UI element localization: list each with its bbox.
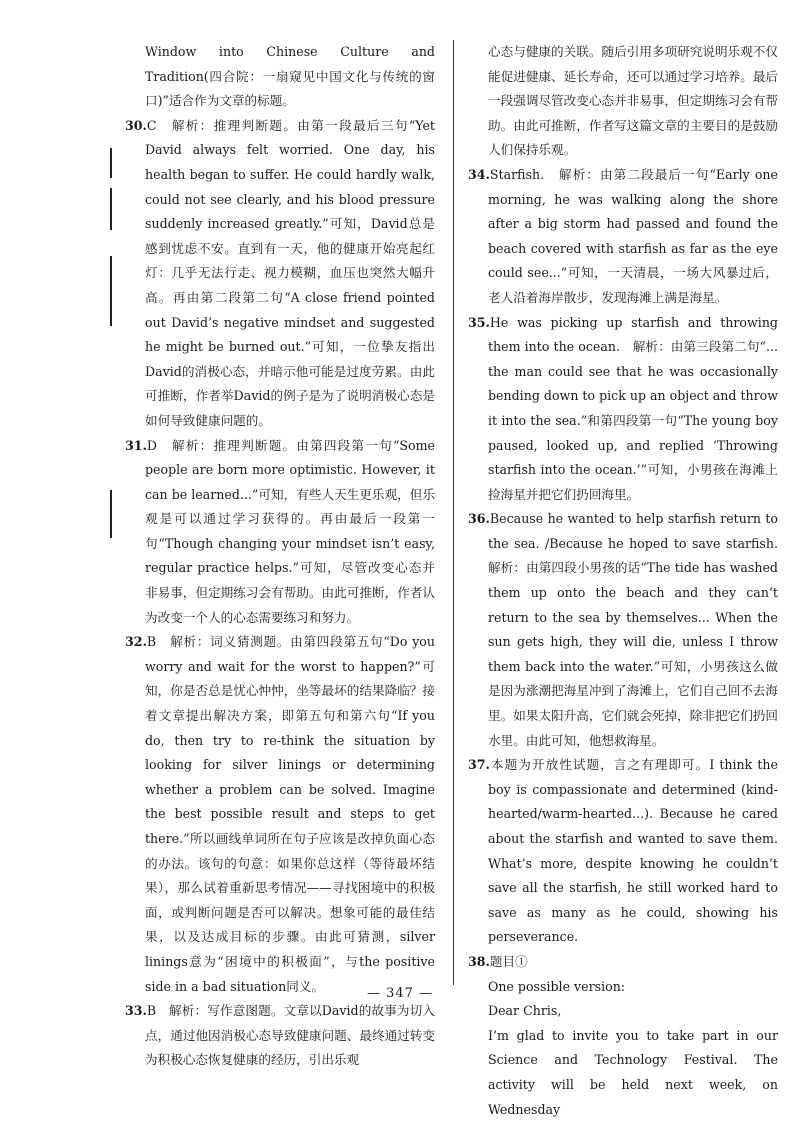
- answer-text: Starfish. 解析：由第二段最后一句“Early one morning, he was walking along the shore after a big storm had passed and found the beach covered with starfish as far as the eye could see...”可知，一天清晨，一场大风暴过后，老人沿着海岸散步，发现海滩上满是海星。: [488, 166, 778, 305]
- answer-number: 31.: [125, 437, 147, 453]
- margin-mark: [110, 188, 112, 230]
- answer-item-38: [468, 950, 778, 975]
- margin-mark: [110, 148, 112, 178]
- answer-item-33: [125, 999, 435, 1073]
- answer-continuation: 心态与健康的关联。随后引用多项研究说明乐观不仅能促进健康、延长寿命，还可以通过学习培养。最后一段强调尽管改变心态并非易事，但定期练习会有帮助。由此可推断，作者写这篇文章的主要目的是鼓励人们保持乐观。: [488, 44, 778, 158]
- essay-body: I’m glad to invite you to take part in our Science and Technology Festival. The activity will be held next week, on Wednesday: [488, 1027, 778, 1117]
- answer-number: 30.: [125, 117, 147, 133]
- answer-item-35: [468, 311, 778, 508]
- answer-number: 32.: [125, 634, 147, 650]
- answer-text: D 解析：推理判断题。由第四段第一句“Some people are born more optimistic. However, it can be learned...”可知，有些人天生更乐观，但乐观是可以通过学习获得的。再由最后一段第一句“Though changing your mindset isn’t easy, regular practice helps.”可知，尽管改变心态并非易事，但定期练习会有帮助。由此可推断，作者认为改变一个人的心态需要练习和努力。: [145, 437, 435, 625]
- answer-text: He was picking up starfish and throwing them into the ocean. 解析：由第三段第二句“... the man could see that he was occasionally bending down to pick up an object and throw it into the sea.”和第四段第一句“The young boy paused, looked up, and replied ‘Throwing starfish into the ocean.’”可知，小男孩在海滩上捡海星并把它们扔回海里。: [488, 314, 779, 502]
- answer-text: 本题为开放性试题，言之有理即可。I think the boy is compassionate and determined (kind-hearted/warm-hearted...). Because he cared about the starfish and wanted to save them. What’s more, despite knowing he couldn’t save all the starfish, he still worked hard to save as many as he could, showing his perseverance.: [488, 757, 778, 945]
- essay-version-label: One possible version:: [488, 978, 626, 994]
- column-divider: [453, 40, 454, 985]
- margin-mark: [110, 256, 112, 326]
- answer-item-36: [468, 507, 791, 753]
- essay-salutation: Dear Chris,: [488, 1003, 562, 1019]
- answer-item-37: [468, 753, 778, 950]
- answer-item-31: [125, 434, 435, 631]
- answer-number: 33.: [125, 1003, 147, 1019]
- answer-text: B 解析：词义猜测题。由第四段第五句“Do you worry and wait for the worst to happen?”可知，你是否总是忧心忡忡，坐等最坏的结果降临？接着文章提出解决方案，即第五句和第六句“If you do, then try to re-think the situation by looking for silver linings or determining whether a problem can be solved. Imagine the best possible result and steps to get there.”所以画线单词所在句子应该是改掉负面心态的办法。该句的句意：如果你总这样（等待最坏结果），那么试着重新思考情况——寻找困境中的积极面，或判断问题是否可以解决。想象可能的最佳结果，以及达成目标的步骤。由此可猜测，silver linings意为“困境中的积极面”，与the positive side in a bad situation同义。: [145, 634, 435, 994]
- page-number: — 347 —: [366, 986, 434, 1001]
- answer-text: Because he wanted to help starfish return to the sea. /Because he hoped to save starfish. 解析：由第四段小男孩的话“The tide has washed them up onto the beach and they can’t return to the sea by themselves... When the sun gets high, they will die, unless I throw them back into the water.”可知，小男孩这么做是因为涨潮把海星冲到了海滩上，它们自己回不去海里。如果太阳升高，它们就会死掉，除非把它们扔回水里。由此可知，他想救海星。: [488, 511, 791, 748]
- answer-item-30: [125, 114, 435, 434]
- answer-text: C 解析：推理判断题。由第一段最后三句“Yet David always felt worried. One day, his health began to suffer. He could hardly walk, could not see clearly, and his blood pressure suddenly increased greatly.”可知，David总是感到忧虑不安。直到有一天，他的健康开始亮起红灯：几乎无法行走、视力模糊，血压也突然大幅升高。再由第二段第二句“A close friend pointed out David’s negative mindset and suggested he might be burned out.”可知，一位挚友指出David的消极心态，并暗示他可能是过度劳累。由此可推断，作者举David的例子是为了说明消极心态是如何导致健康问题的。: [145, 117, 435, 428]
- answer-number: 37.: [468, 757, 490, 773]
- answer-intro: Window into Chinese Culture and Tradition(四合院：一扇窥见中国文化与传统的窗口)”适合作为文章的标题。: [145, 44, 435, 109]
- answer-item-32: [125, 630, 435, 999]
- answer-item-34: [468, 163, 778, 311]
- answer-text: 题目①: [489, 953, 528, 969]
- right-column: [468, 40, 791, 1122]
- margin-mark: [110, 490, 112, 538]
- answer-text: B 解析：写作意图题。文章以David的故事为切入点，通过他因消极心态导致健康问题、最终通过转变为积极心态恢复健康的经历，引出乐观: [145, 1003, 435, 1068]
- answer-number: 38.: [468, 953, 490, 969]
- answer-number: 35.: [468, 314, 490, 330]
- answer-number: 34.: [468, 166, 490, 182]
- left-column: [125, 40, 435, 1073]
- answer-number: 36.: [468, 511, 490, 527]
